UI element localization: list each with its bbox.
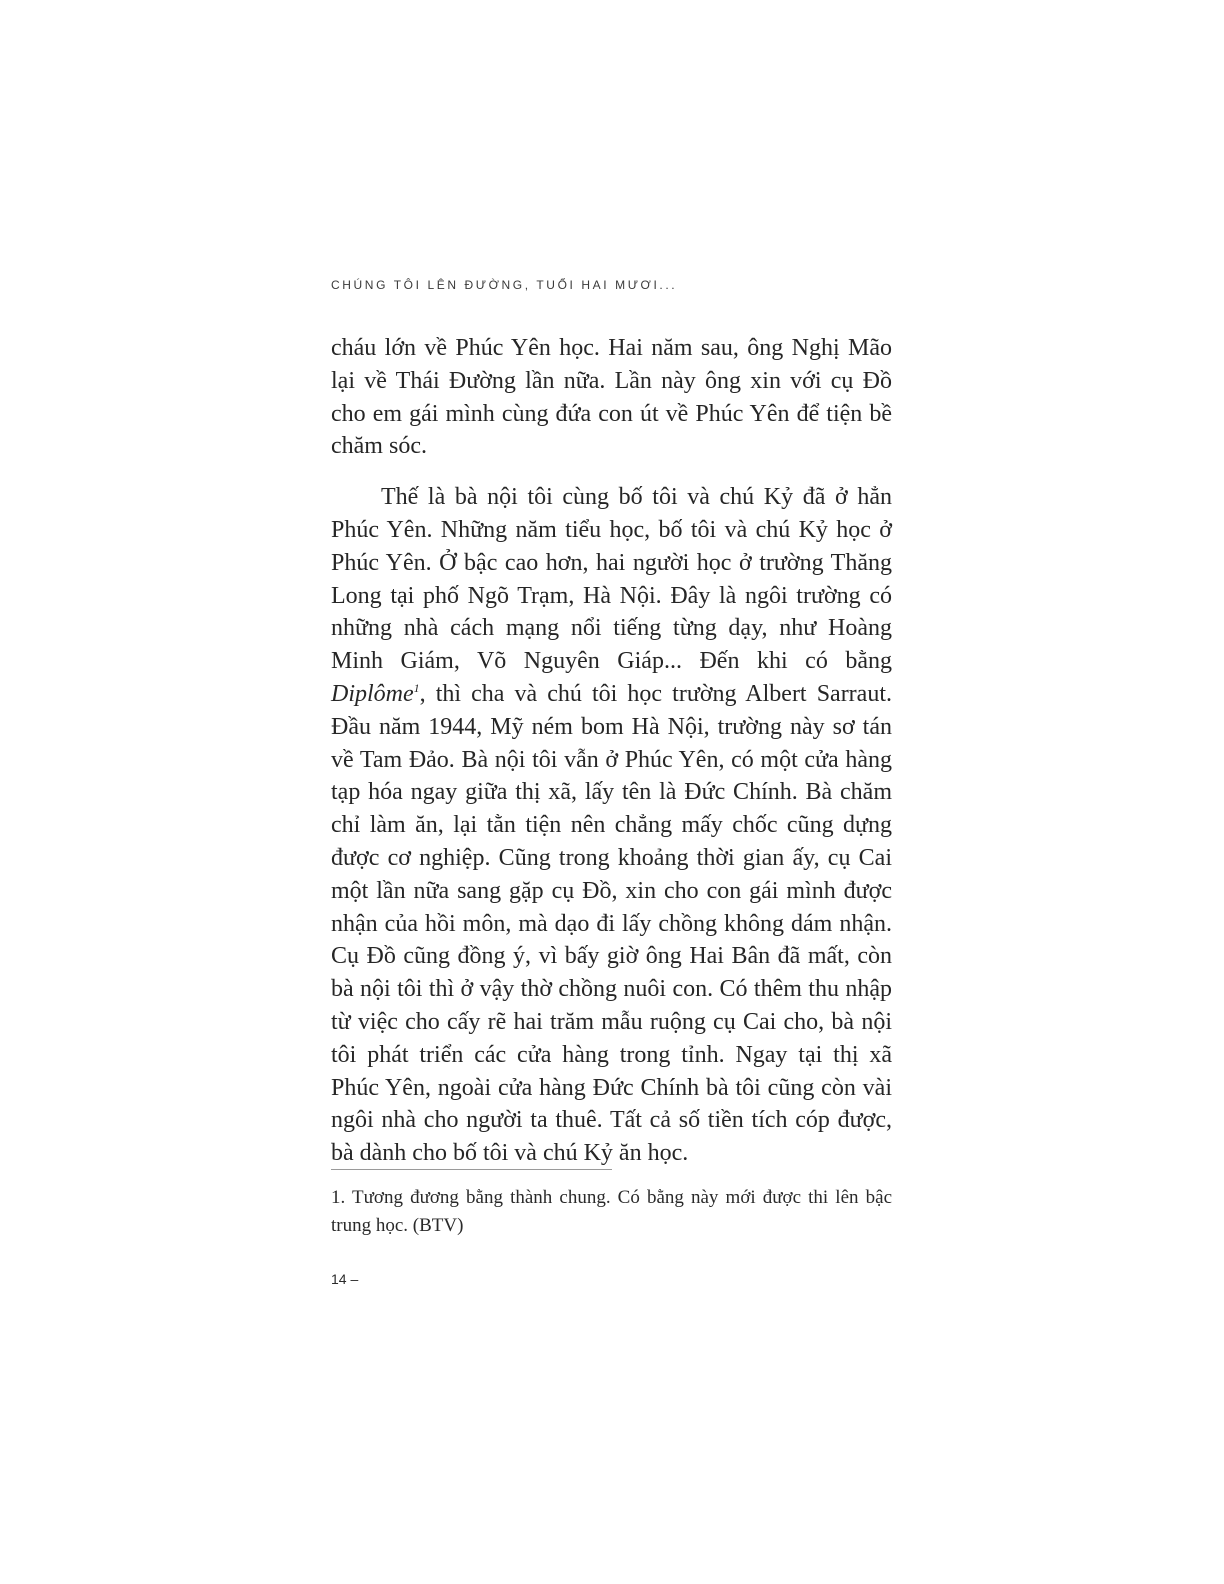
footnote-divider — [331, 1169, 612, 1170]
footnote-marker: 1 — [413, 680, 420, 695]
italic-term: Diplôme — [331, 680, 414, 707]
footnote: 1. Tương đương bằng thành chung. Có bằng này mới được thi lên bậc trung học. (BTV) — [331, 1187, 892, 1236]
paragraph-2-text-end: , thì cha và chú tôi học trường Albert Sarraut. Đầu năm 1944, Mỹ ném bom Hà Nội, trường này sơ tán về Tam Đảo. Bà nội tôi vẫn ở Phúc Yên, có một cửa hàng tạp hóa ngay giữa thị xã, lấy tên là Đức Chính. Bà chăm chỉ làm ăn, lại tằn tiện nên chẳng mấy chốc cũng dựng được cơ nghiệp. Cũng trong khoảng thời gian ấy, cụ Cai một lần nữa sang gặp cụ Đồ, xin cho con gái mình được nhận của hồi môn, mà dạo đi lấy chồng không dám nhận. Cụ Đồ cũng đồng ý, vì bấy giờ ông Hai Bân đã mất, còn bà nội tôi thì ở vậy thờ chồng nuôi con. Có thêm thu nhập từ việc cho cấy rẽ hai trăm mẫu ruộng cụ Cai cho, bà nội tôi phát triển các cửa hàng trong tỉnh. Ngay tại thị xã Phúc Yên, ngoài cửa hàng Đức Chính bà tôi cũng còn vài ngôi nhà cho người ta thuê. Tất cả số tiền tích cóp được, bà dành cho bố tôi và chú Kỷ ăn học. — [331, 680, 892, 1167]
page-number: 14 – — [331, 1271, 359, 1287]
running-head: CHÚNG TÔI LÊN ĐƯỜNG, TUỔI HAI MƯƠI... — [331, 278, 678, 292]
paragraph-1: cháu lớn về Phúc Yên học. Hai năm sau, ông Nghị Mão lại về Thái Đường lần nữa. Lần này ông xin với cụ Đồ cho em gái mình cùng đứa con út về Phúc Yên để tiện bề chăm sóc. — [331, 335, 892, 460]
paragraph-2-text-start: Thế là bà nội tôi cùng bố tôi và chú Kỷ đã ở hẳn Phúc Yên. Những năm tiểu học, bố tôi và chú Kỷ học ở Phúc Yên. Ở bậc cao hơn, hai người học ở trường Thăng Long tại phố Ngõ Trạm, Hà Nội. Đây là ngôi trường có những nhà cách mạng nổi tiếng từng dạy, như Hoàng Minh Giám, Võ Nguyên Giáp... Đến khi có bằng — [331, 484, 892, 675]
paragraph-2 — [331, 481, 892, 1170]
body-text — [331, 332, 892, 1170]
